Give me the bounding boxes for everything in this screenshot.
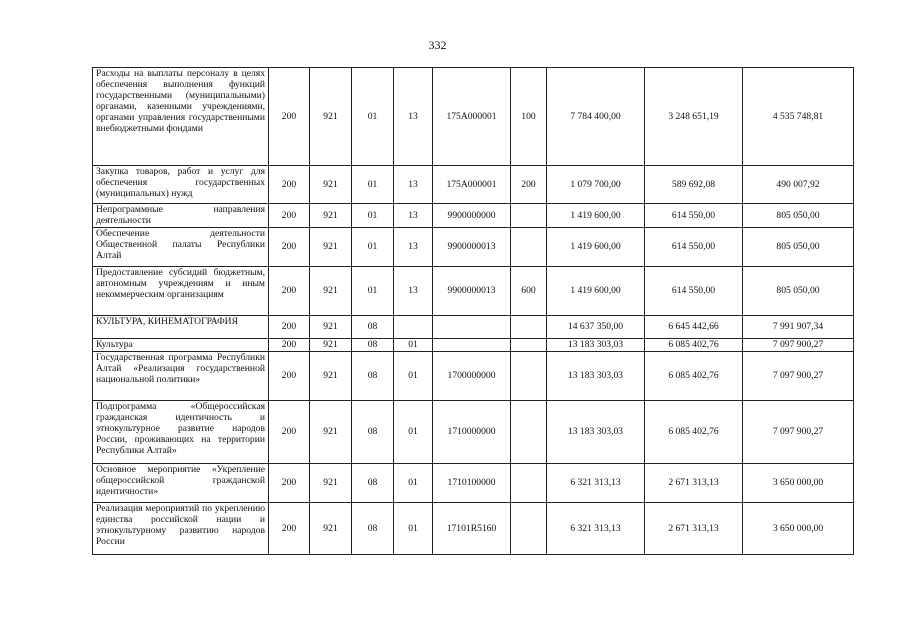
table-row bbox=[93, 267, 854, 316]
ministry-code: 921 bbox=[310, 352, 352, 401]
section-code: 200 bbox=[269, 204, 310, 228]
subdivision-code: 01 bbox=[394, 339, 433, 352]
division-code: 01 bbox=[352, 204, 394, 228]
row-name: Подпрограмма «Общероссийская гражданская идентичность и этнокультурное развитие народов России, проживающих на территории Республики Алтай» bbox=[93, 401, 269, 464]
subdivision-code: 13 bbox=[394, 68, 433, 166]
subdivision-code: 01 bbox=[394, 352, 433, 401]
ministry-code: 921 bbox=[310, 339, 352, 352]
expense-type-code bbox=[511, 204, 547, 228]
section-code: 200 bbox=[269, 267, 310, 316]
plan-amount: 13 183 303,03 bbox=[547, 352, 645, 401]
executed-amount: 6 085 402,76 bbox=[645, 352, 743, 401]
section-code: 200 bbox=[269, 352, 310, 401]
target-article-code: 175А000001 bbox=[433, 166, 511, 204]
target-article-code: 175А000001 bbox=[433, 68, 511, 166]
expense-type-code: 100 bbox=[511, 68, 547, 166]
remaining-amount: 3 650 000,00 bbox=[743, 503, 854, 555]
target-article-code: 9900000013 bbox=[433, 267, 511, 316]
subdivision-code: 01 bbox=[394, 503, 433, 555]
plan-amount: 13 183 303,03 bbox=[547, 401, 645, 464]
division-code: 08 bbox=[352, 401, 394, 464]
subdivision-code: 01 bbox=[394, 401, 433, 464]
target-article-code: 1710100000 bbox=[433, 464, 511, 503]
table-row bbox=[93, 464, 854, 503]
subdivision-code: 13 bbox=[394, 267, 433, 316]
table-row bbox=[93, 401, 854, 464]
expense-type-code bbox=[511, 464, 547, 503]
page-number: 332 bbox=[428, 38, 447, 52]
remaining-amount: 805 050,00 bbox=[743, 267, 854, 316]
expense-type-code bbox=[511, 401, 547, 464]
division-code: 08 bbox=[352, 316, 394, 339]
table-body bbox=[93, 68, 854, 555]
executed-amount: 2 671 313,13 bbox=[645, 464, 743, 503]
executed-amount: 6 085 402,76 bbox=[645, 401, 743, 464]
table-row bbox=[93, 503, 854, 555]
expense-type-code bbox=[511, 316, 547, 339]
row-name: Культура bbox=[93, 339, 269, 352]
plan-amount: 13 183 303,03 bbox=[547, 339, 645, 352]
target-article-code: 9900000000 bbox=[433, 204, 511, 228]
subdivision-code: 01 bbox=[394, 464, 433, 503]
division-code: 08 bbox=[352, 503, 394, 555]
target-article-code: 1700000000 bbox=[433, 352, 511, 401]
executed-amount: 614 550,00 bbox=[645, 204, 743, 228]
division-code: 08 bbox=[352, 339, 394, 352]
row-name: Закупка товаров, работ и услуг для обеспечения государственных (муниципальных) нужд bbox=[93, 166, 269, 204]
table-row bbox=[93, 339, 854, 352]
plan-amount: 1 419 600,00 bbox=[547, 228, 645, 267]
table-row bbox=[93, 228, 854, 267]
ministry-code: 921 bbox=[310, 503, 352, 555]
executed-amount: 589 692,08 bbox=[645, 166, 743, 204]
subdivision-code: 13 bbox=[394, 204, 433, 228]
executed-amount: 614 550,00 bbox=[645, 267, 743, 316]
ministry-code: 921 bbox=[310, 68, 352, 166]
section-code: 200 bbox=[269, 339, 310, 352]
expense-type-code: 200 bbox=[511, 166, 547, 204]
remaining-amount: 7 097 900,27 bbox=[743, 352, 854, 401]
remaining-amount: 7 097 900,27 bbox=[743, 401, 854, 464]
executed-amount: 6 085 402,76 bbox=[645, 339, 743, 352]
ministry-code: 921 bbox=[310, 166, 352, 204]
remaining-amount: 7 991 907,34 bbox=[743, 316, 854, 339]
executed-amount: 2 671 313,13 bbox=[645, 503, 743, 555]
section-code: 200 bbox=[269, 68, 310, 166]
row-name: КУЛЬТУРА, КИНЕМАТОГРАФИЯ bbox=[93, 316, 269, 339]
expense-type-code bbox=[511, 228, 547, 267]
section-code: 200 bbox=[269, 228, 310, 267]
subdivision-code: 13 bbox=[394, 166, 433, 204]
row-name: Предоставление субсидий бюджетным, автономным учреждениям и иным некоммерческим организациям bbox=[93, 267, 269, 316]
target-article-code: 17101R5160 bbox=[433, 503, 511, 555]
plan-amount: 14 637 350,00 bbox=[547, 316, 645, 339]
division-code: 08 bbox=[352, 464, 394, 503]
table-row bbox=[93, 352, 854, 401]
target-article-code bbox=[433, 339, 511, 352]
plan-amount: 1 419 600,00 bbox=[547, 267, 645, 316]
ministry-code: 921 bbox=[310, 228, 352, 267]
row-name: Государственная программа Республики Алтай «Реализация государственной национальной политики» bbox=[93, 352, 269, 401]
executed-amount: 6 645 442,66 bbox=[645, 316, 743, 339]
plan-amount: 7 784 400,00 bbox=[547, 68, 645, 166]
section-code: 200 bbox=[269, 166, 310, 204]
remaining-amount: 4 535 748,81 bbox=[743, 68, 854, 166]
row-name: Непрограммные направления деятельности bbox=[93, 204, 269, 228]
table-row bbox=[93, 68, 854, 166]
row-name: Обеспечение деятельности Общественной палаты Республики Алтай bbox=[93, 228, 269, 267]
ministry-code: 921 bbox=[310, 316, 352, 339]
division-code: 08 bbox=[352, 352, 394, 401]
plan-amount: 1 079 700,00 bbox=[547, 166, 645, 204]
remaining-amount: 805 050,00 bbox=[743, 228, 854, 267]
row-name: Расходы на выплаты персоналу в целях обеспечения выполнения функций государственными (муниципальными) органами, казенными учреждениями, органами управления государственными внебюджетными фондами bbox=[93, 68, 269, 166]
remaining-amount: 805 050,00 bbox=[743, 204, 854, 228]
expense-type-code: 600 bbox=[511, 267, 547, 316]
target-article-code bbox=[433, 316, 511, 339]
expense-type-code bbox=[511, 339, 547, 352]
ministry-code: 921 bbox=[310, 401, 352, 464]
remaining-amount: 490 007,92 bbox=[743, 166, 854, 204]
ministry-code: 921 bbox=[310, 464, 352, 503]
ministry-code: 921 bbox=[310, 204, 352, 228]
remaining-amount: 7 097 900,27 bbox=[743, 339, 854, 352]
plan-amount: 1 419 600,00 bbox=[547, 204, 645, 228]
plan-amount: 6 321 313,13 bbox=[547, 464, 645, 503]
subdivision-code: 13 bbox=[394, 228, 433, 267]
row-name: Основное мероприятие «Укрепление общероссийской гражданской идентичности» bbox=[93, 464, 269, 503]
expense-type-code bbox=[511, 503, 547, 555]
expense-type-code bbox=[511, 352, 547, 401]
table-row bbox=[93, 204, 854, 228]
ministry-code: 921 bbox=[310, 267, 352, 316]
division-code: 01 bbox=[352, 166, 394, 204]
table-row bbox=[93, 316, 854, 339]
division-code: 01 bbox=[352, 228, 394, 267]
section-code: 200 bbox=[269, 401, 310, 464]
row-name: Реализация мероприятий по укреплению единства российской нации и этнокультурному развитию народов России bbox=[93, 503, 269, 555]
section-code: 200 bbox=[269, 503, 310, 555]
division-code: 01 bbox=[352, 68, 394, 166]
executed-amount: 614 550,00 bbox=[645, 228, 743, 267]
target-article-code: 9900000013 bbox=[433, 228, 511, 267]
section-code: 200 bbox=[269, 464, 310, 503]
table-row bbox=[93, 166, 854, 204]
subdivision-code bbox=[394, 316, 433, 339]
target-article-code: 1710000000 bbox=[433, 401, 511, 464]
remaining-amount: 3 650 000,00 bbox=[743, 464, 854, 503]
plan-amount: 6 321 313,13 bbox=[547, 503, 645, 555]
division-code: 01 bbox=[352, 267, 394, 316]
section-code: 200 bbox=[269, 316, 310, 339]
budget-table bbox=[92, 67, 854, 555]
executed-amount: 3 248 651,19 bbox=[645, 68, 743, 166]
